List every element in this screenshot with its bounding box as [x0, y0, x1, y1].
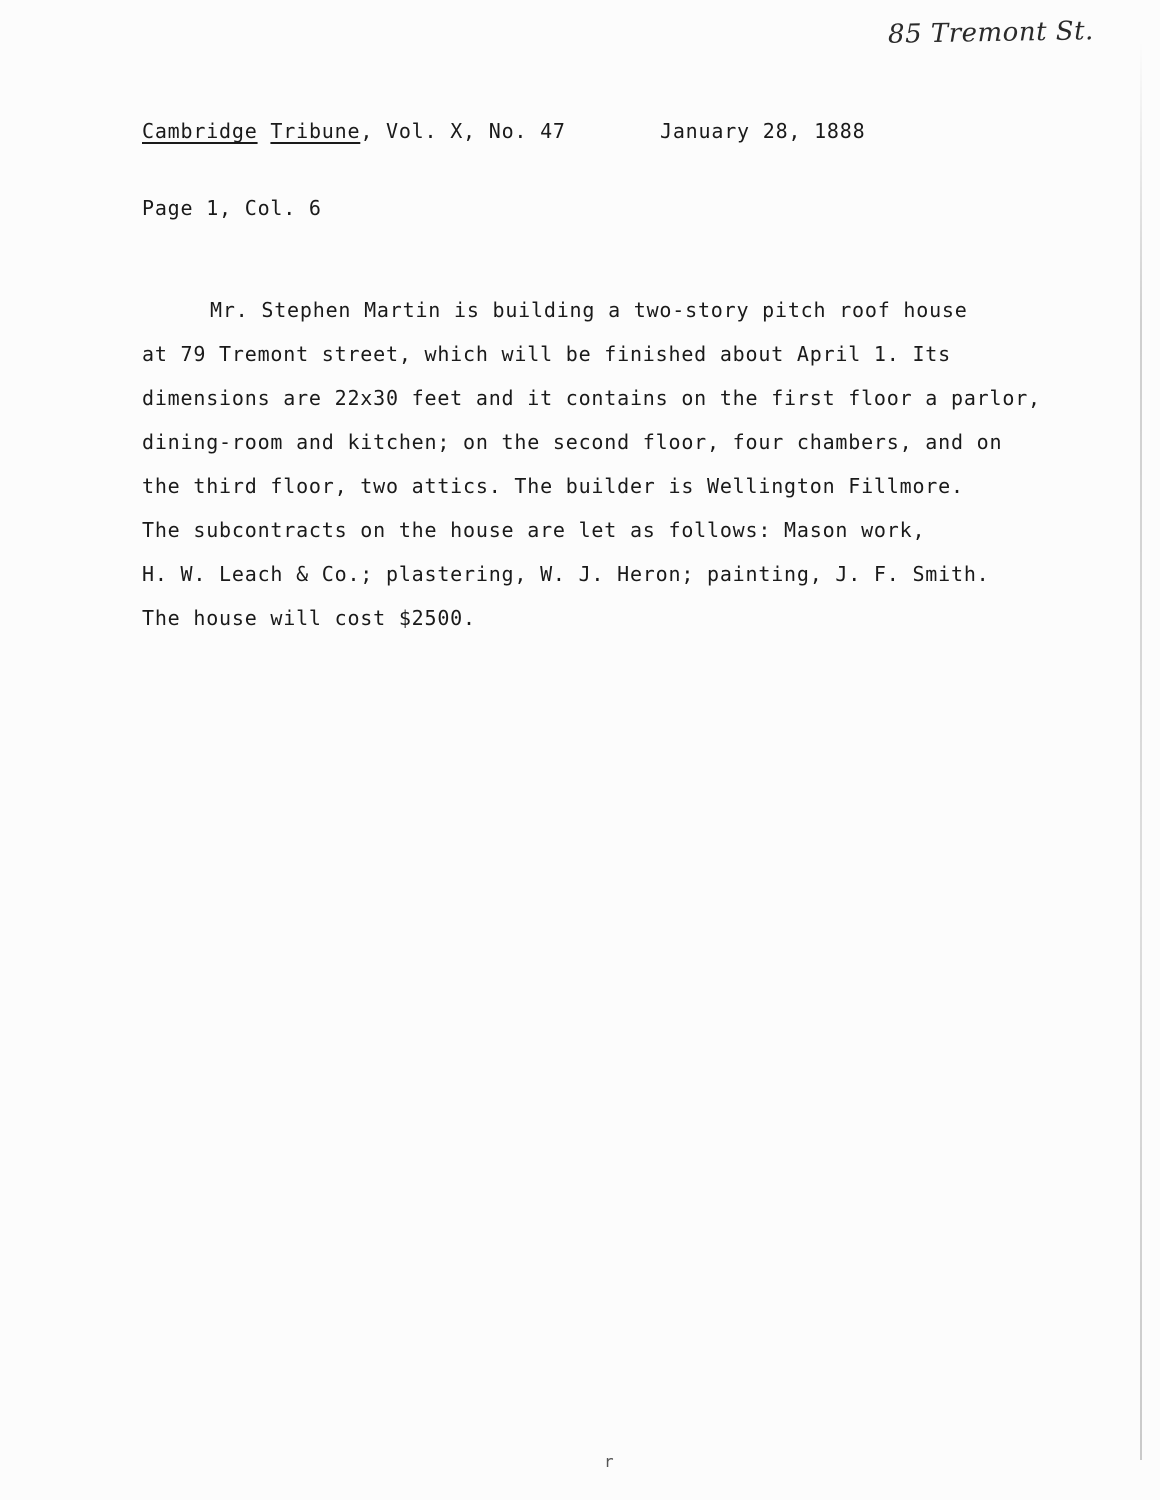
article-line: at 79 Tremont street, which will be finished about April 1. Its	[142, 342, 951, 366]
footer-mark: r	[604, 1452, 614, 1471]
handwritten-address-note: 85 Tremont St.	[887, 16, 1095, 50]
article-line: the third floor, two attics. The builder is Wellington Fillmore.	[142, 474, 964, 498]
article-line: H. W. Leach & Co.; plastering, W. J. Heron; painting, J. F. Smith.	[142, 562, 990, 586]
article-line: The house will cost $2500.	[142, 606, 476, 630]
newspaper-name-part1: Cambridge	[142, 119, 258, 143]
page-column-reference: Page 1, Col. 6	[142, 196, 322, 220]
article-line: dining-room and kitchen; on the second floor, four chambers, and on	[142, 430, 1003, 454]
newspaper-name-part2: Tribune	[270, 119, 361, 143]
publication-date: January 28, 1888	[660, 119, 866, 143]
volume-issue: , Vol. X, No. 47	[360, 119, 566, 143]
article-line: Mr. Stephen Martin is building a two-story pitch roof house	[210, 298, 968, 322]
article-body	[142, 288, 1102, 640]
page-edge-shadow	[1140, 40, 1142, 1460]
article-line: dimensions are 22x30 feet and it contains on the first floor a parlor,	[142, 386, 1041, 410]
article-line: The subcontracts on the house are let as follows: Mason work,	[142, 518, 926, 542]
citation-line	[142, 119, 566, 143]
